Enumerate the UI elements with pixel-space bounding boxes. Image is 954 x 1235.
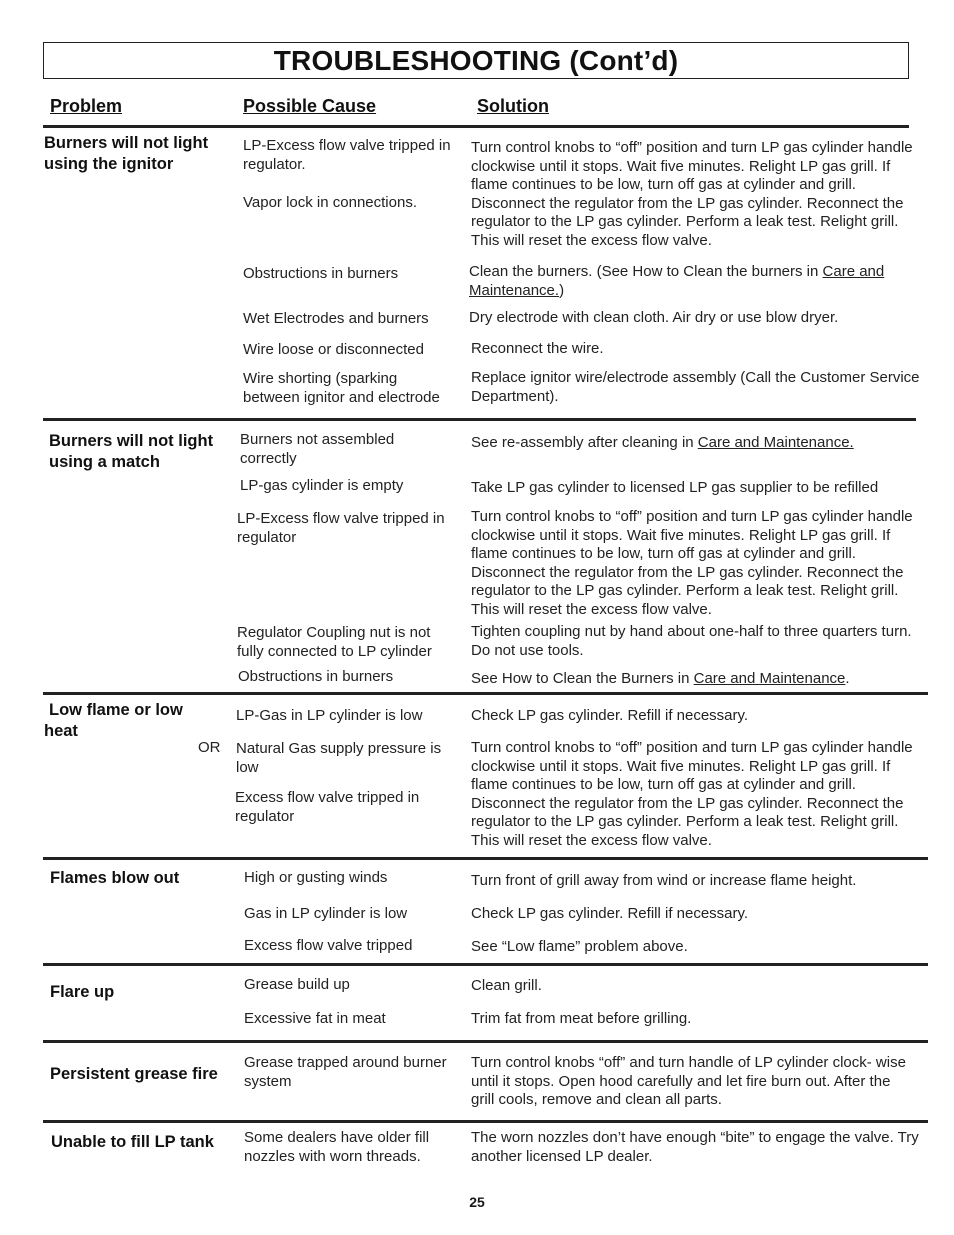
solution: Turn front of grill away from wind or increase flame height. [471, 872, 857, 889]
cause: Gas in LP cylinder is low [244, 905, 408, 922]
cause: Wire loose or disconnected [243, 341, 424, 358]
cause: Regulator Coupling nut is not fully connected to LP cylinder [237, 624, 432, 660]
solution: Turn control knobs to “off” position and turn LP gas cylinder handle clockwise until it stops. Wait five minutes. Relight LP gas grill. If flame continues to be low, turn off gas at cylinder and grill. Disconnect the regulator from the LP gas cylinder. Reconnect the regulator to the LP gas cylinder. Perform a leak test. Relight grill. This will reset the excess flow valve. [471, 508, 913, 618]
solution: Turn control knobs to “off” position and turn LP gas cylinder handle clockwise until it stops. Wait five minutes. Relight LP gas grill. If flame continues to be low, turn off gas at cylinder and grill. Disconnect the regulator from the LP gas cylinder. Reconnect the regulator to the LP gas cylinder. Perform a leak test. Relight grill. This will reset the excess flow valve. [471, 139, 913, 249]
page-title: TROUBLESHOOTING (Cont’d) [273, 44, 679, 76]
or-label: OR [198, 739, 221, 756]
problem-flames-blow-out: Flames blow out [50, 869, 180, 887]
care-and-maintenance-link[interactable]: Care and Maintenance. [469, 263, 885, 299]
cause: Excess flow valve tripped [244, 937, 413, 954]
cause: Natural Gas supply pressure is low [236, 740, 442, 776]
solution: See “Low flame” problem above. [471, 938, 688, 955]
problem-grease-fire: Persistent grease fire [50, 1065, 218, 1083]
cause: Obstructions in burners [243, 265, 399, 282]
cause: Wet Electrodes and burners [243, 310, 429, 327]
cause: Some dealers have older fill nozzles with worn threads. [244, 1129, 430, 1165]
divider-header [43, 125, 909, 128]
solution: See re-assembly after cleaning in Care and Maintenance. [471, 434, 854, 451]
problem-flare-up: Flare up [50, 983, 115, 1001]
solution: Reconnect the wire. [471, 340, 604, 357]
solution: Tighten coupling nut by hand about one-half to three quarters turn. Do not use tools. [471, 623, 912, 659]
cause: LP-Gas in LP cylinder is low [236, 707, 423, 724]
divider-3 [43, 857, 928, 860]
solution: Turn control knobs “off” and turn handle of LP cylinder clock- wise until it stops. Open hood carefully and let fire burn out. After the grill cools, remove and clean all parts. [471, 1054, 906, 1109]
header-solution: Solution [477, 96, 549, 116]
solution: Replace ignitor wire/electrode assembly (Call the Customer Service Department). [471, 369, 920, 405]
cause: LP-gas cylinder is empty [240, 477, 404, 494]
divider-2 [43, 692, 928, 695]
care-and-maintenance-link[interactable]: Care and Maintenance [693, 670, 846, 687]
cause: Grease trapped around burner system [244, 1054, 447, 1090]
cause: Excessive fat in meat [244, 1010, 386, 1027]
cause: Excess flow valve tripped in regulator [235, 789, 420, 825]
solution: Dry electrode with clean cloth. Air dry or use blow dryer. [469, 309, 839, 326]
cause: Burners not assembled correctly [240, 431, 395, 467]
solution: Turn control knobs to “off” position and turn LP gas cylinder handle clockwise until it stops. Wait five minutes. Relight LP gas grill. If flame continues to be low, turn off gas at cylinder and grill. Disconnect the regulator from the LP gas cylinder. Reconnect the regulator to the LP gas cylinder. Perform a leak test. Relight grill. This will reset the excess flow valve. [471, 739, 913, 849]
cause: LP-Excess flow valve tripped in regulator [237, 510, 445, 546]
problem-fill-lp-tank: Unable to fill LP tank [51, 1133, 214, 1151]
header-problem: Problem [50, 96, 123, 116]
solution: Check LP gas cylinder. Refill if necessary. [471, 905, 749, 922]
problem-ignitor: Burners will not light using the ignitor [44, 134, 209, 173]
cause: LP-Excess flow valve tripped in regulator. [243, 137, 451, 173]
solution: Clean the burners. (See How to Clean the burners in Care and Maintenance.) [469, 263, 885, 299]
page-number: 25 [469, 1194, 485, 1210]
solution: The worn nozzles don’t have enough “bite” to engage the valve. Try another licensed LP dealer. [471, 1129, 919, 1165]
header-possible-cause: Possible Cause [243, 96, 377, 116]
cause: Obstructions in burners [238, 668, 394, 685]
cause: Wire shorting (sparking between ignitor and electrode [243, 370, 440, 406]
cause: Grease build up [244, 976, 350, 993]
divider-6 [43, 1120, 928, 1123]
solution: Check LP gas cylinder. Refill if necessary. [471, 707, 749, 724]
title-box [43, 42, 909, 79]
cause: High or gusting winds [244, 869, 388, 886]
solution: See How to Clean the Burners in Care and Maintenance. [471, 670, 850, 687]
problem-low-flame: Low flame or low heat [44, 701, 183, 740]
solution: Take LP gas cylinder to licensed LP gas supplier to be refilled [471, 479, 879, 496]
solution: Clean grill. [471, 977, 542, 994]
divider-5 [43, 1040, 928, 1043]
divider-4 [43, 963, 928, 966]
care-and-maintenance-link[interactable]: Care and Maintenance. [697, 434, 854, 451]
problem-match: Burners will not light using a match [49, 432, 214, 471]
divider-1 [43, 418, 916, 421]
solution: Trim fat from meat before grilling. [471, 1010, 692, 1027]
cause: Vapor lock in connections. [243, 194, 417, 211]
